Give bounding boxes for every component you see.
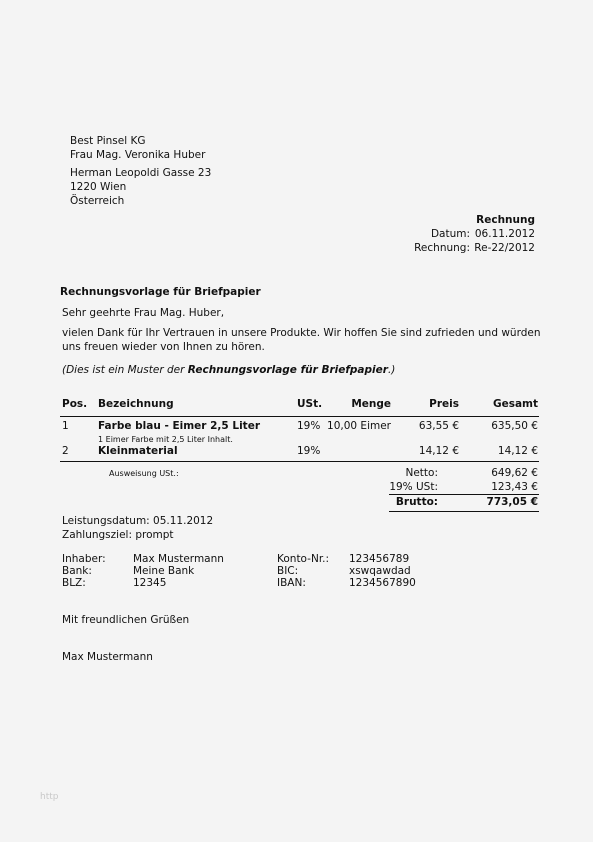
col-header-total: Gesamt [492, 398, 538, 410]
service-date: Leistungsdatum: 05.11.2012 [62, 515, 214, 527]
sample-note-emphasis: Rechnungsvorlage für Briefpapier [187, 364, 388, 376]
row-2-vat: 19% [297, 445, 321, 457]
invoice-date-label: Datum: [430, 228, 470, 240]
payment-terms: Zahlungsziel: prompt [62, 529, 174, 541]
recipient-name: Frau Mag. Veronika Huber [70, 149, 206, 161]
totals-rule-top [389, 494, 539, 495]
salutation: Sehr geehrte Frau Mag. Huber, [62, 307, 225, 319]
gross-value: 773,05 € [486, 496, 538, 508]
bank-blz-value: 12345 [133, 577, 167, 589]
bank-account-label: Konto-Nr.: [277, 553, 330, 565]
invoice-date-value: 06.11.2012 [474, 228, 535, 240]
subject-line: Rechnungsvorlage für Briefpapier [60, 286, 261, 298]
row-1-total: 635,50 € [491, 420, 538, 432]
row-1-vat: 19% [297, 420, 321, 432]
col-header-description: Bezeichnung [98, 398, 174, 410]
row-1-quantity: 10,00 Eimer [327, 420, 391, 432]
recipient-country: Österreich [70, 195, 125, 207]
bank-blz-label: BLZ: [62, 577, 86, 589]
row-2-total: 14,12 € [497, 445, 538, 457]
invoice-number-label: Rechnung: [414, 242, 470, 254]
recipient-street: Herman Leopoldi Gasse 23 [70, 167, 212, 179]
table-bottom-rule [60, 461, 539, 462]
col-header-quantity: Menge [351, 398, 391, 410]
bank-owner-value: Max Mustermann [133, 553, 224, 565]
bank-bic-value: xswqawdad [349, 565, 411, 577]
row-2-price: 14,12 € [418, 445, 459, 457]
invoice-number-value: Re-22/2012 [474, 242, 535, 254]
row-2-description: Kleinmaterial [98, 445, 178, 457]
intro-line-1: vielen Dank für Ihr Vertrauen in unsere Produkte. Wir hoffen Sie sind zufrieden und würden [62, 327, 541, 339]
bank-account-value: 123456789 [349, 553, 410, 565]
footer-mark: http [40, 792, 59, 802]
table-header-rule [60, 416, 539, 417]
bank-owner-label: Inhaber: [62, 553, 106, 565]
totals-rule-bottom [389, 511, 539, 512]
col-header-price: Preis [429, 398, 459, 410]
invoice-heading: Rechnung [476, 214, 535, 226]
net-label: Netto: [405, 467, 438, 479]
row-1-price: 63,55 € [418, 420, 459, 432]
row-1-subdescription: 1 Eimer Farbe mit 2,5 Liter Inhalt. [98, 435, 233, 444]
bank-name-label: Bank: [62, 565, 92, 577]
vat-note: Ausweisung USt.: [109, 469, 179, 478]
bank-name-value: Meine Bank [133, 565, 195, 577]
closing: Mit freundlichen Grüßen [62, 614, 190, 626]
gross-label: Brutto: [395, 496, 438, 508]
sample-note [62, 364, 395, 377]
net-value: 649,62 € [491, 467, 538, 479]
row-1-pos: 1 [62, 420, 69, 432]
row-2-pos: 2 [62, 445, 69, 457]
sample-note-prefix: (Dies ist ein Muster der [62, 364, 188, 376]
vat-total-label: 19% USt: [389, 481, 438, 493]
bank-iban-value: 1234567890 [349, 577, 416, 589]
sample-note-suffix: .) [387, 364, 396, 376]
col-header-vat: USt. [297, 398, 323, 410]
row-1-description: Farbe blau - Eimer 2,5 Liter [98, 420, 260, 432]
recipient-city: 1220 Wien [70, 181, 127, 193]
vat-total-value: 123,43 € [491, 481, 538, 493]
intro-line-2: uns freuen wieder von Ihnen zu hören. [62, 341, 265, 353]
recipient-company: Best Pinsel KG [70, 135, 146, 147]
signature: Max Mustermann [62, 651, 153, 663]
bank-bic-label: BIC: [277, 565, 299, 577]
col-header-pos: Pos. [62, 398, 88, 410]
bank-iban-label: IBAN: [277, 577, 306, 589]
